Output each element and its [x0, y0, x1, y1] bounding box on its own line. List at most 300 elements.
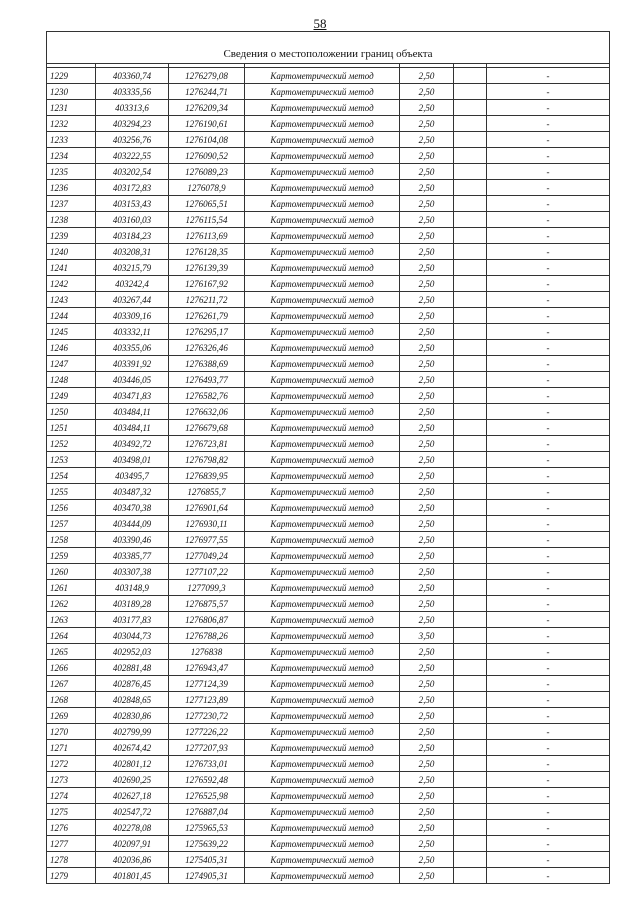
table-row	[47, 516, 610, 532]
accuracy-cell: 3,50	[400, 628, 454, 644]
accuracy-cell: 2,50	[400, 596, 454, 612]
method-cell: Картометрический метод	[245, 244, 400, 260]
y-coordinate-cell: 1276838	[169, 644, 245, 660]
point-number-cell: 1244	[47, 308, 96, 324]
x-coordinate-cell: 402830,86	[96, 708, 169, 724]
description-cell: -	[487, 804, 610, 820]
table-row	[47, 68, 610, 84]
empty-cell	[454, 308, 487, 324]
y-coordinate-cell: 1276977,55	[169, 532, 245, 548]
description-cell: -	[487, 388, 610, 404]
empty-cell	[454, 676, 487, 692]
table-row	[47, 420, 610, 436]
y-coordinate-cell: 1277124,39	[169, 676, 245, 692]
accuracy-cell: 2,50	[400, 564, 454, 580]
accuracy-cell: 2,50	[400, 612, 454, 628]
description-cell: -	[487, 708, 610, 724]
accuracy-cell: 2,50	[400, 324, 454, 340]
x-coordinate-cell: 403446,05	[96, 372, 169, 388]
description-cell: -	[487, 564, 610, 580]
empty-cell	[454, 68, 487, 84]
description-cell: -	[487, 436, 610, 452]
accuracy-cell: 2,50	[400, 676, 454, 692]
table-row	[47, 596, 610, 612]
y-coordinate-cell: 1276798,82	[169, 452, 245, 468]
point-number-cell: 1274	[47, 788, 96, 804]
method-cell: Картометрический метод	[245, 436, 400, 452]
table-row	[47, 292, 610, 308]
accuracy-cell: 2,50	[400, 180, 454, 196]
x-coordinate-cell: 403470,38	[96, 500, 169, 516]
y-coordinate-cell: 1276592,48	[169, 772, 245, 788]
point-number-cell: 1271	[47, 740, 96, 756]
point-number-cell: 1250	[47, 404, 96, 420]
empty-cell	[454, 276, 487, 292]
y-coordinate-cell: 1277099,3	[169, 580, 245, 596]
description-cell: -	[487, 500, 610, 516]
y-coordinate-cell: 1276326,46	[169, 340, 245, 356]
accuracy-cell: 2,50	[400, 404, 454, 420]
x-coordinate-cell: 403160,03	[96, 212, 169, 228]
point-number-cell: 1254	[47, 468, 96, 484]
point-number-cell: 1270	[47, 724, 96, 740]
table-row	[47, 372, 610, 388]
method-cell: Картометрический метод	[245, 820, 400, 836]
table-row	[47, 452, 610, 468]
table-row	[47, 84, 610, 100]
x-coordinate-cell: 403307,38	[96, 564, 169, 580]
point-number-cell: 1241	[47, 260, 96, 276]
table-row	[47, 804, 610, 820]
point-number-cell: 1258	[47, 532, 96, 548]
empty-cell	[454, 564, 487, 580]
description-cell: -	[487, 180, 610, 196]
point-number-cell: 1229	[47, 68, 96, 84]
x-coordinate-cell: 403309,16	[96, 308, 169, 324]
y-coordinate-cell: 1277230,72	[169, 708, 245, 724]
table-row	[47, 356, 610, 372]
empty-cell	[454, 388, 487, 404]
point-number-cell: 1233	[47, 132, 96, 148]
x-coordinate-cell: 402097,91	[96, 836, 169, 852]
method-cell: Картометрический метод	[245, 852, 400, 868]
accuracy-cell: 2,50	[400, 484, 454, 500]
y-coordinate-cell: 1276090,52	[169, 148, 245, 164]
empty-cell	[454, 196, 487, 212]
table-title: Сведения о местоположении границ объекта	[47, 32, 610, 64]
empty-cell	[454, 548, 487, 564]
accuracy-cell: 2,50	[400, 836, 454, 852]
method-cell: Картометрический метод	[245, 788, 400, 804]
method-cell: Картометрический метод	[245, 116, 400, 132]
y-coordinate-cell: 1276113,69	[169, 228, 245, 244]
empty-cell	[454, 372, 487, 388]
table-row	[47, 772, 610, 788]
x-coordinate-cell: 403385,77	[96, 548, 169, 564]
point-number-cell: 1259	[47, 548, 96, 564]
table-row	[47, 708, 610, 724]
point-number-cell: 1267	[47, 676, 96, 692]
table-row	[47, 660, 610, 676]
table-row	[47, 148, 610, 164]
accuracy-cell: 2,50	[400, 100, 454, 116]
point-number-cell: 1261	[47, 580, 96, 596]
point-number-cell: 1242	[47, 276, 96, 292]
method-cell: Картометрический метод	[245, 484, 400, 500]
x-coordinate-cell: 403153,43	[96, 196, 169, 212]
accuracy-cell: 2,50	[400, 516, 454, 532]
empty-cell	[454, 772, 487, 788]
table-row	[47, 340, 610, 356]
description-cell: -	[487, 644, 610, 660]
x-coordinate-cell: 403471,83	[96, 388, 169, 404]
empty-cell	[454, 228, 487, 244]
method-cell: Картометрический метод	[245, 132, 400, 148]
table-row	[47, 756, 610, 772]
accuracy-cell: 2,50	[400, 308, 454, 324]
description-cell: -	[487, 260, 610, 276]
x-coordinate-cell: 403335,56	[96, 84, 169, 100]
point-number-cell: 1268	[47, 692, 96, 708]
point-number-cell: 1255	[47, 484, 96, 500]
empty-cell	[454, 692, 487, 708]
x-coordinate-cell: 403172,83	[96, 180, 169, 196]
x-coordinate-cell: 403256,76	[96, 132, 169, 148]
empty-cell	[454, 260, 487, 276]
description-cell: -	[487, 452, 610, 468]
table-row	[47, 324, 610, 340]
y-coordinate-cell: 1276901,64	[169, 500, 245, 516]
method-cell: Картометрический метод	[245, 500, 400, 516]
point-number-cell: 1249	[47, 388, 96, 404]
point-number-cell: 1246	[47, 340, 96, 356]
method-cell: Картометрический метод	[245, 836, 400, 852]
description-cell: -	[487, 372, 610, 388]
accuracy-cell: 2,50	[400, 708, 454, 724]
y-coordinate-cell: 1276679,68	[169, 420, 245, 436]
method-cell: Картометрический метод	[245, 692, 400, 708]
point-number-cell: 1253	[47, 452, 96, 468]
accuracy-cell: 2,50	[400, 788, 454, 804]
table-row	[47, 132, 610, 148]
method-cell: Картометрический метод	[245, 356, 400, 372]
method-cell: Картометрический метод	[245, 100, 400, 116]
accuracy-cell: 2,50	[400, 276, 454, 292]
description-cell: -	[487, 868, 610, 884]
table-row	[47, 820, 610, 836]
y-coordinate-cell: 1277123,89	[169, 692, 245, 708]
x-coordinate-cell: 403484,11	[96, 404, 169, 420]
method-cell: Картометрический метод	[245, 564, 400, 580]
method-cell: Картометрический метод	[245, 676, 400, 692]
table-row	[47, 404, 610, 420]
x-coordinate-cell: 402674,42	[96, 740, 169, 756]
y-coordinate-cell: 1276128,35	[169, 244, 245, 260]
y-coordinate-cell: 1276733,01	[169, 756, 245, 772]
empty-cell	[454, 420, 487, 436]
accuracy-cell: 2,50	[400, 772, 454, 788]
table-row	[47, 580, 610, 596]
x-coordinate-cell: 403492,72	[96, 436, 169, 452]
description-cell: -	[487, 468, 610, 484]
accuracy-cell: 2,50	[400, 804, 454, 820]
x-coordinate-cell: 403390,46	[96, 532, 169, 548]
x-coordinate-cell: 403498,01	[96, 452, 169, 468]
empty-cell	[454, 804, 487, 820]
point-number-cell: 1230	[47, 84, 96, 100]
empty-cell	[454, 148, 487, 164]
empty-cell	[454, 580, 487, 596]
point-number-cell: 1272	[47, 756, 96, 772]
y-coordinate-cell: 1277107,22	[169, 564, 245, 580]
accuracy-cell: 2,50	[400, 548, 454, 564]
point-number-cell: 1252	[47, 436, 96, 452]
empty-cell	[454, 164, 487, 180]
description-cell: -	[487, 628, 610, 644]
description-cell: -	[487, 324, 610, 340]
description-cell: -	[487, 292, 610, 308]
description-cell: -	[487, 756, 610, 772]
x-coordinate-cell: 403487,32	[96, 484, 169, 500]
table-row	[47, 868, 610, 884]
description-cell: -	[487, 116, 610, 132]
method-cell: Картометрический метод	[245, 660, 400, 676]
table-row	[47, 644, 610, 660]
empty-cell	[454, 244, 487, 260]
table-row	[47, 740, 610, 756]
point-number-cell: 1247	[47, 356, 96, 372]
accuracy-cell: 2,50	[400, 164, 454, 180]
empty-cell	[454, 724, 487, 740]
method-cell: Картометрический метод	[245, 212, 400, 228]
accuracy-cell: 2,50	[400, 292, 454, 308]
y-coordinate-cell: 1276525,98	[169, 788, 245, 804]
x-coordinate-cell: 402036,86	[96, 852, 169, 868]
y-coordinate-cell: 1276930,11	[169, 516, 245, 532]
accuracy-cell: 2,50	[400, 260, 454, 276]
empty-cell	[454, 116, 487, 132]
y-coordinate-cell: 1276279,08	[169, 68, 245, 84]
method-cell: Картометрический метод	[245, 740, 400, 756]
x-coordinate-cell: 402881,48	[96, 660, 169, 676]
empty-cell	[454, 452, 487, 468]
table-row	[47, 500, 610, 516]
method-cell: Картометрический метод	[245, 868, 400, 884]
point-number-cell: 1265	[47, 644, 96, 660]
x-coordinate-cell: 403184,23	[96, 228, 169, 244]
empty-cell	[454, 404, 487, 420]
point-number-cell: 1245	[47, 324, 96, 340]
method-cell: Картометрический метод	[245, 468, 400, 484]
empty-cell	[454, 820, 487, 836]
y-coordinate-cell: 1275405,31	[169, 852, 245, 868]
accuracy-cell: 2,50	[400, 436, 454, 452]
accuracy-cell: 2,50	[400, 116, 454, 132]
x-coordinate-cell: 403148,9	[96, 580, 169, 596]
point-number-cell: 1257	[47, 516, 96, 532]
description-cell: -	[487, 740, 610, 756]
y-coordinate-cell: 1276723,81	[169, 436, 245, 452]
table-row	[47, 196, 610, 212]
x-coordinate-cell: 403177,83	[96, 612, 169, 628]
description-cell: -	[487, 164, 610, 180]
accuracy-cell: 2,50	[400, 644, 454, 660]
x-coordinate-cell: 402801,12	[96, 756, 169, 772]
accuracy-cell: 2,50	[400, 852, 454, 868]
description-cell: -	[487, 356, 610, 372]
x-coordinate-cell: 403360,74	[96, 68, 169, 84]
x-coordinate-cell: 402952,03	[96, 644, 169, 660]
accuracy-cell: 2,50	[400, 820, 454, 836]
method-cell: Картометрический метод	[245, 548, 400, 564]
point-number-cell: 1232	[47, 116, 96, 132]
y-coordinate-cell: 1276943,47	[169, 660, 245, 676]
empty-cell	[454, 132, 487, 148]
empty-cell	[454, 596, 487, 612]
x-coordinate-cell: 403313,6	[96, 100, 169, 116]
description-cell: -	[487, 596, 610, 612]
y-coordinate-cell: 1276115,54	[169, 212, 245, 228]
accuracy-cell: 2,50	[400, 692, 454, 708]
table-row	[47, 388, 610, 404]
x-coordinate-cell: 403267,44	[96, 292, 169, 308]
point-number-cell: 1238	[47, 212, 96, 228]
empty-cell	[454, 788, 487, 804]
empty-cell	[454, 516, 487, 532]
x-coordinate-cell: 402547,72	[96, 804, 169, 820]
accuracy-cell: 2,50	[400, 148, 454, 164]
point-number-cell: 1236	[47, 180, 96, 196]
empty-cell	[454, 708, 487, 724]
y-coordinate-cell: 1274905,31	[169, 868, 245, 884]
method-cell: Картометрический метод	[245, 404, 400, 420]
table-row	[47, 276, 610, 292]
description-cell: -	[487, 404, 610, 420]
description-cell: -	[487, 692, 610, 708]
method-cell: Картометрический метод	[245, 324, 400, 340]
point-number-cell: 1273	[47, 772, 96, 788]
x-coordinate-cell: 403242,4	[96, 276, 169, 292]
empty-cell	[454, 484, 487, 500]
table-row	[47, 100, 610, 116]
accuracy-cell: 2,50	[400, 340, 454, 356]
y-coordinate-cell: 1275965,53	[169, 820, 245, 836]
empty-cell	[454, 356, 487, 372]
x-coordinate-cell: 401801,45	[96, 868, 169, 884]
point-number-cell: 1248	[47, 372, 96, 388]
table-row	[47, 228, 610, 244]
point-number-cell: 1264	[47, 628, 96, 644]
y-coordinate-cell: 1276261,79	[169, 308, 245, 324]
method-cell: Картометрический метод	[245, 724, 400, 740]
method-cell: Картометрический метод	[245, 532, 400, 548]
accuracy-cell: 2,50	[400, 532, 454, 548]
accuracy-cell: 2,50	[400, 660, 454, 676]
y-coordinate-cell: 1276388,69	[169, 356, 245, 372]
x-coordinate-cell: 403215,79	[96, 260, 169, 276]
table-row	[47, 852, 610, 868]
y-coordinate-cell: 1276887,04	[169, 804, 245, 820]
empty-cell	[454, 740, 487, 756]
point-number-cell: 1243	[47, 292, 96, 308]
accuracy-cell: 2,50	[400, 500, 454, 516]
description-cell: -	[487, 772, 610, 788]
table-row	[47, 116, 610, 132]
accuracy-cell: 2,50	[400, 420, 454, 436]
y-coordinate-cell: 1276089,23	[169, 164, 245, 180]
point-number-cell: 1251	[47, 420, 96, 436]
y-coordinate-cell: 1276632,06	[169, 404, 245, 420]
x-coordinate-cell: 403391,92	[96, 356, 169, 372]
method-cell: Картометрический метод	[245, 452, 400, 468]
x-coordinate-cell: 402278,08	[96, 820, 169, 836]
empty-cell	[454, 612, 487, 628]
point-number-cell: 1256	[47, 500, 96, 516]
accuracy-cell: 2,50	[400, 84, 454, 100]
method-cell: Картометрический метод	[245, 68, 400, 84]
description-cell: -	[487, 196, 610, 212]
description-cell: -	[487, 276, 610, 292]
method-cell: Картометрический метод	[245, 340, 400, 356]
point-number-cell: 1240	[47, 244, 96, 260]
y-coordinate-cell: 1276104,08	[169, 132, 245, 148]
point-number-cell: 1239	[47, 228, 96, 244]
accuracy-cell: 2,50	[400, 228, 454, 244]
y-coordinate-cell: 1276806,87	[169, 612, 245, 628]
empty-cell	[454, 836, 487, 852]
description-cell: -	[487, 724, 610, 740]
accuracy-cell: 2,50	[400, 196, 454, 212]
description-cell: -	[487, 340, 610, 356]
method-cell: Картометрический метод	[245, 644, 400, 660]
point-number-cell: 1279	[47, 868, 96, 884]
x-coordinate-cell: 403202,54	[96, 164, 169, 180]
method-cell: Картометрический метод	[245, 580, 400, 596]
method-cell: Картометрический метод	[245, 292, 400, 308]
y-coordinate-cell: 1277226,22	[169, 724, 245, 740]
y-coordinate-cell: 1276295,17	[169, 324, 245, 340]
table-row	[47, 212, 610, 228]
method-cell: Картометрический метод	[245, 148, 400, 164]
description-cell: -	[487, 420, 610, 436]
method-cell: Картометрический метод	[245, 756, 400, 772]
description-cell: -	[487, 660, 610, 676]
table-row	[47, 244, 610, 260]
accuracy-cell: 2,50	[400, 212, 454, 228]
description-cell: -	[487, 852, 610, 868]
description-cell: -	[487, 244, 610, 260]
table-row	[47, 164, 610, 180]
point-number-cell: 1237	[47, 196, 96, 212]
y-coordinate-cell: 1276167,92	[169, 276, 245, 292]
accuracy-cell: 2,50	[400, 132, 454, 148]
point-number-cell: 1263	[47, 612, 96, 628]
point-number-cell: 1275	[47, 804, 96, 820]
description-cell: -	[487, 820, 610, 836]
y-coordinate-cell: 1276788,26	[169, 628, 245, 644]
table-row	[47, 612, 610, 628]
accuracy-cell: 2,50	[400, 244, 454, 260]
point-number-cell: 1262	[47, 596, 96, 612]
table-row	[47, 676, 610, 692]
x-coordinate-cell: 403484,11	[96, 420, 169, 436]
description-cell: -	[487, 132, 610, 148]
table-row	[47, 436, 610, 452]
description-cell: -	[487, 228, 610, 244]
y-coordinate-cell: 1276078,9	[169, 180, 245, 196]
accuracy-cell: 2,50	[400, 468, 454, 484]
method-cell: Картометрический метод	[245, 180, 400, 196]
